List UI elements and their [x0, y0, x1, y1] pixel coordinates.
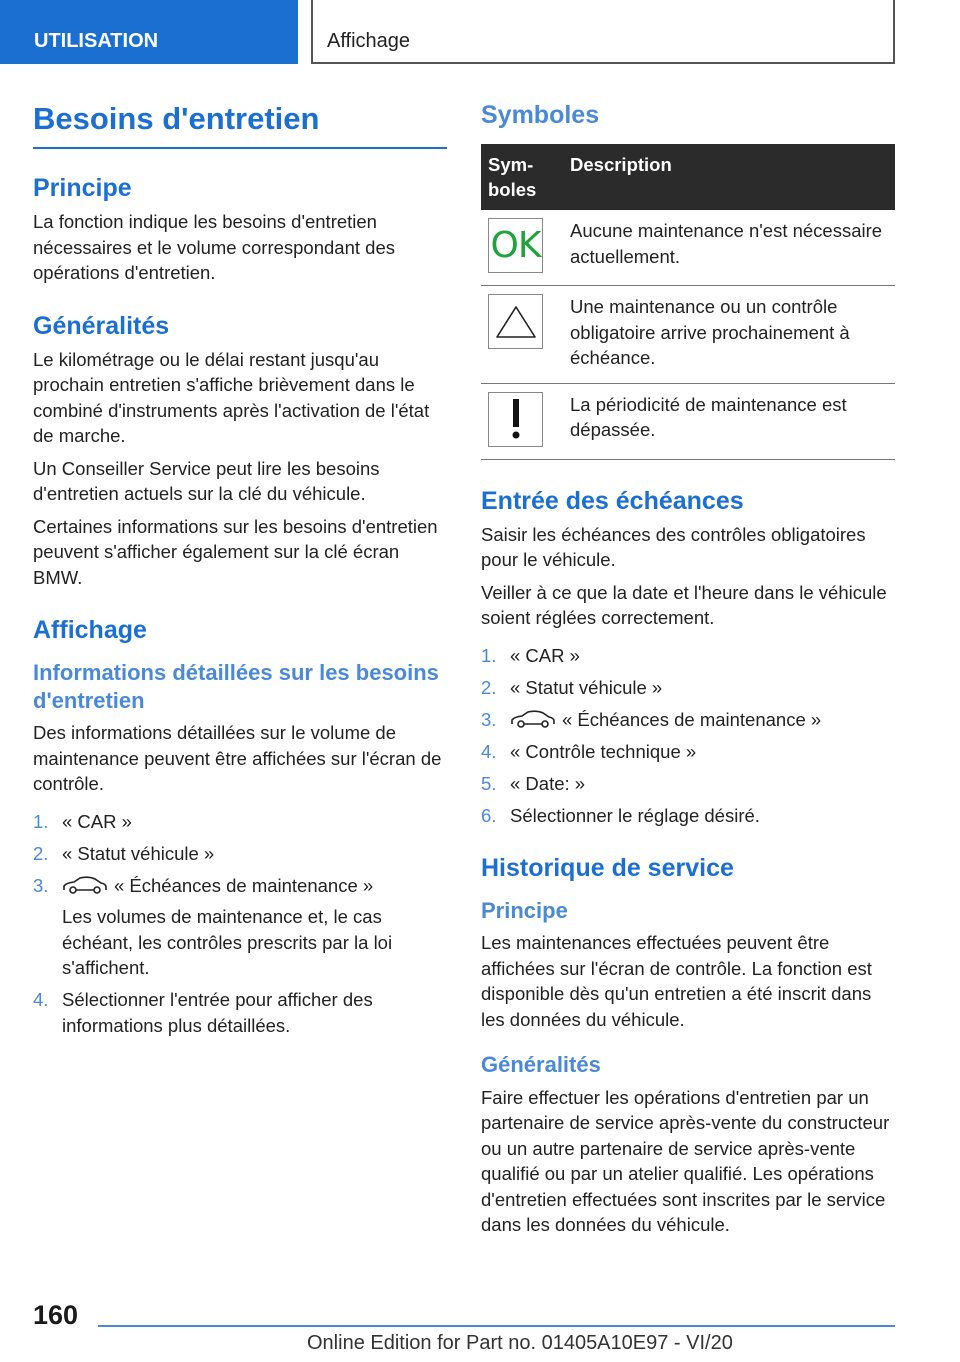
step-note: Les volumes de maintenance et, le cas échéant, les contrôles prescrits par la loi s'affichent.	[62, 906, 393, 979]
list-item: 2. « Statut véhicule »	[481, 676, 663, 698]
principe-heading: Principe	[33, 174, 132, 203]
symbol-description: Aucune maintenance n'est nécessaire actuellement.	[563, 210, 895, 286]
footer-divider	[98, 1325, 895, 1327]
list-item: 4. « Contrôle technique »	[481, 740, 697, 762]
generalites-text-1: Le kilométrage ou le délai restant jusqu'au prochain entretien s'affiche brièvement dans le combiné d'instruments après l'activation de l'état de marche.	[33, 348, 430, 447]
right-column	[481, 100, 895, 1245]
details-text: Des informations détaillées sur le volume de maintenance peuvent être affichées sur l'écran de contrôle.	[33, 722, 442, 795]
list-item: 2. « Statut véhicule »	[33, 842, 215, 864]
table-row	[481, 286, 895, 384]
section-tab: UTILISATION	[0, 0, 298, 64]
entree-heading: Entrée des échéances	[481, 486, 744, 515]
footer-edition: Online Edition for Part no. 01405A10E97 - VI/20	[307, 1332, 733, 1354]
symboles-heading: Symboles	[481, 101, 600, 129]
list-item: 3. « Échéances de maintenance »	[481, 708, 822, 730]
list-item: 1. « CAR »	[33, 810, 132, 832]
page-title: Besoins d'entretien	[33, 100, 447, 149]
list-item: 5. « Date: »	[481, 772, 586, 794]
entree-text-2: Veiller à ce que la date et l'heure dans le véhicule soient réglées correctement.	[481, 581, 887, 628]
left-column	[33, 100, 447, 1045]
details-subheading: Informations détaillées sur les besoins d'entretien	[33, 660, 439, 713]
table-header-description: Description	[563, 144, 895, 210]
historique-heading: Historique de service	[481, 853, 734, 882]
symbols-table	[481, 144, 895, 460]
page-number: 160	[33, 1300, 79, 1330]
table-row	[481, 383, 895, 459]
warning-triangle-icon	[488, 294, 543, 349]
chapter-tab: Affichage	[311, 0, 895, 64]
list-item: 1. « CAR »	[481, 644, 580, 666]
list-item: 6. Sélectionner le réglage désiré.	[481, 804, 760, 826]
affichage-heading: Affichage	[33, 616, 147, 645]
historique-generalites-text: Faire effectuer les opérations d'entretien par un partenaire de service après-vente du constructeur ou un autre partenaire de service après-vente qualifié ou par un atelier qualifié. Les opérations d'entretien effectuées sont inscrites par le service dans les données du véhicule.	[481, 1086, 890, 1235]
historique-principe-text: Les maintenances effectuées peuvent être affichées sur l'écran de contrôle. La fonction est disponible dès qu'un entretien a été inscrit dans les données du véhicule.	[481, 932, 872, 1030]
principe-text: La fonction indique les besoins d'entretien nécessaires et le volume correspondant des opérations d'entretien.	[33, 211, 395, 284]
details-steps	[33, 809, 447, 1039]
car-icon	[62, 876, 108, 894]
exclamation-icon	[488, 392, 543, 447]
symbol-description: La périodicité de maintenance est dépassée.	[563, 383, 895, 459]
historique-generalites-heading: Généralités	[481, 1052, 601, 1077]
generalites-text-2: Un Conseiller Service peut lire les besoins d'entretien actuels sur la clé du véhicule.	[33, 457, 380, 505]
car-icon	[510, 710, 556, 728]
list-item: 3. « Échéances de maintenance » Les volumes de maintenance et, le cas échéant, les contrôles prescrits par la loi s'affichent.	[33, 873, 447, 981]
entree-text-1: Saisir les échéances des contrôles obligatoires pour le véhicule.	[481, 523, 866, 570]
entree-steps	[481, 643, 895, 829]
table-row	[481, 210, 895, 286]
generalites-heading: Généralités	[33, 311, 170, 340]
ok-symbol-icon: OK	[488, 218, 543, 273]
table-header-symboles: Sym- boles	[481, 144, 563, 210]
symbol-description: Une maintenance ou un contrôle obligatoire arrive prochainement à échéance.	[563, 286, 895, 384]
table-header-row	[481, 144, 895, 210]
generalites-text-3: Certaines informations sur les besoins d'entretien peuvent s'afficher également sur la clé écran BMW.	[33, 515, 438, 588]
list-item: 4. Sélectionner l'entrée pour afficher des informations plus détaillées.	[33, 989, 373, 1036]
historique-principe-heading: Principe	[481, 897, 568, 923]
